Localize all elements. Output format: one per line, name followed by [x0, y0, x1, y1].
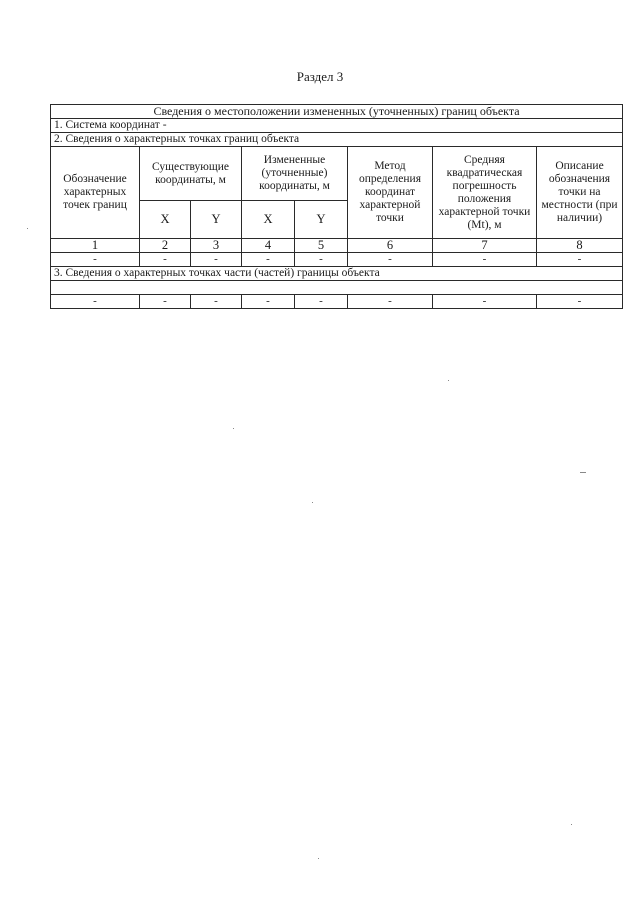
table-cell: -	[295, 295, 348, 309]
header-existing-coords: Существующие координаты, м	[140, 147, 242, 201]
table-cell: -	[348, 253, 433, 267]
column-number: 7	[433, 239, 537, 253]
scan-speck	[580, 472, 586, 473]
table-cell: -	[51, 295, 140, 309]
column-number-row	[51, 239, 623, 253]
scan-speck	[312, 502, 313, 503]
header-existing-x: X	[140, 201, 191, 239]
header-changed-x: X	[242, 201, 295, 239]
column-number: 8	[537, 239, 623, 253]
table-cell: -	[537, 295, 623, 309]
page-title: Раздел 3	[296, 69, 344, 84]
scan-speck	[233, 428, 234, 429]
blank-row	[51, 281, 623, 295]
boundary-points-table	[50, 104, 623, 309]
header-changed-y: Y	[295, 201, 348, 239]
table-cell: -	[140, 295, 191, 309]
table-cell: -	[295, 253, 348, 267]
table-cell: -	[242, 253, 295, 267]
table-row	[51, 253, 623, 267]
column-number: 6	[348, 239, 433, 253]
table-cell: -	[433, 253, 537, 267]
table-row	[51, 295, 623, 309]
table-cell: -	[242, 295, 295, 309]
scan-speck	[27, 228, 28, 229]
scan-speck	[448, 380, 449, 381]
table-cell: -	[537, 253, 623, 267]
section3-title: 3. Сведения о характерных точках части (частей) границы объекта	[51, 267, 623, 281]
column-number: 1	[51, 239, 140, 253]
scan-speck	[318, 858, 319, 859]
header-error: Средняя квадратическая погрешность положения характерной точки (Mt), м	[433, 147, 537, 239]
table-title: Сведения о местоположении измененных (уточненных) границ объекта	[51, 105, 623, 119]
scan-speck	[571, 824, 572, 825]
section2-title: 2. Сведения о характерных точках границ объекта	[51, 133, 623, 147]
table-cell: -	[191, 253, 242, 267]
column-number: 5	[295, 239, 348, 253]
table-cell: -	[433, 295, 537, 309]
table-cell: -	[191, 295, 242, 309]
table-cell: -	[348, 295, 433, 309]
header-method: Метод определения координат характерной точки	[348, 147, 433, 239]
column-number: 3	[191, 239, 242, 253]
column-number: 4	[242, 239, 295, 253]
header-existing-y: Y	[191, 201, 242, 239]
table-cell: -	[51, 253, 140, 267]
header-designation: Обозначение характерных точек границ	[51, 147, 140, 239]
coord-system-row: 1. Система координат -	[51, 119, 623, 133]
column-number: 2	[140, 239, 191, 253]
table-cell: -	[140, 253, 191, 267]
header-changed-coords: Измененные (уточненные) координаты, м	[242, 147, 348, 201]
header-description: Описание обозначения точки на местности (при наличии)	[537, 147, 623, 239]
